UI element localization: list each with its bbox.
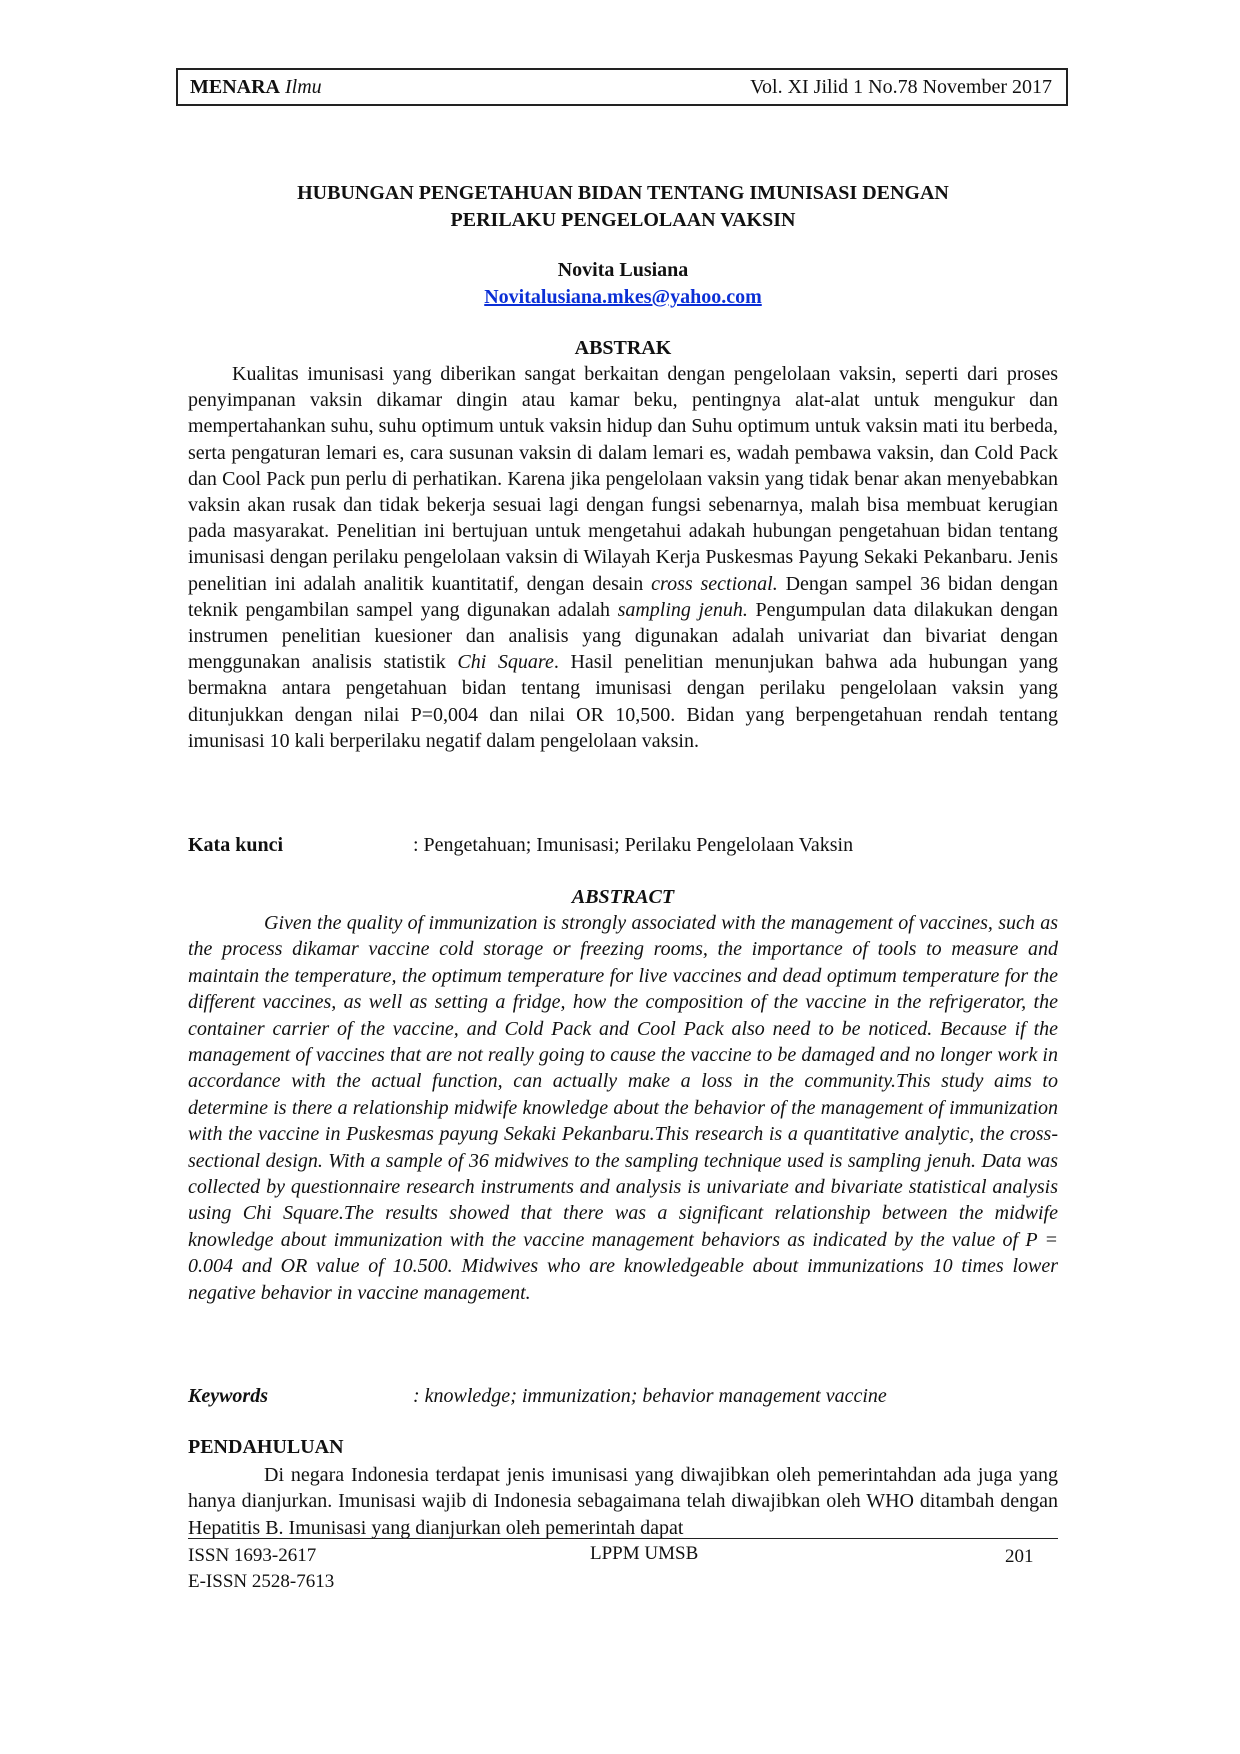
intro-paragraph: Di negara Indonesia terdapat jenis imunisasi yang diwajibkan oleh pemerintahdan ada juga yang hanya dianjurkan. Imunisasi wajib di Indonesia sebagaimana telah diwajibkan oleh WHO ditambah dengan Hepatitis B. Imunisasi yang dianjurkan oleh pemerintah dapat xyxy=(188,1464,1058,1539)
author-email-link[interactable]: Novitalusiana.mkes@yahoo.com xyxy=(484,286,762,308)
footer-publisher: LPPM UMSB xyxy=(590,1543,699,1564)
keywords-label: Keywords xyxy=(188,1385,268,1407)
abstrak-text-2: Dengan sampel 36 bidan dengan teknik pengambilan sampel yang digunakan adalah xyxy=(188,572,1059,621)
abstrak-text-3: Pengumpulan data dilakukan dengan instrumen penelitian kuesioner dan analisis yang digunakan adalah univariat dan bivariat dengan menggunakan analisis statistik xyxy=(188,598,1059,674)
abstrak-text-4: . Hasil penelitian menunjukan bahwa ada hubungan yang bermakna antara pengetahuan bidan tentang imunisasi dengan perilaku pengelolaan vaksin yang ditunjukkan dengan nilai P=0,004 dan nilai OR 10,500. Bidan yang berpengetahuan rendah tentang imunisasi 10 kali berperilaku negatif dalam pengelolaan vaksin. xyxy=(188,651,1058,752)
abstrak-italic-2: sampling jenuh. xyxy=(617,598,748,621)
author-email xyxy=(188,286,1058,309)
journal-name-bold: MENARA xyxy=(190,76,280,98)
paper-title-line2: PERILAKU PENGELOLAAN VAKSIN xyxy=(450,209,796,231)
abstrak-text-1: Kualitas imunisasi yang diberikan sangat berkaitan dengan pengelolaan vaksin, seperti dari proses penyimpanan vaksin dikamar dingin atau kamar beku, pentingnya alat-alat untuk mengukur dan mempertahankan suhu, suhu optimum untuk vaksin hidup dan Suhu optimum untuk vaksin mati itu berbeda, serta pengaturan lemari es, cara susunan vaksin di dalam lemari es, wadah pembawa vaksin, dan Cold Pack dan Cool Pack pun perlu di perhatikan. Karena jika pengelolaan vaksin yang tidak benar akan menyebabkan vaksin akan rusak dan tidak bekerja sesuai lagi dengan fungsi sebenarnya, malah bisa membuat kerugian pada masyarakat. Penelitian ini bertujuan untuk mengetahui adakah hubungan pengetahuan bidan tentang imunisasi dengan perilaku pengelolaan vaksin di Wilayah Kerja Puskesmas Payung Sekaki Pekanbaru. Jenis penelitian ini adalah analitik kuantitatif, dengan desain xyxy=(188,363,1058,595)
paper-title-line1: HUBUNGAN PENGETAHUAN BIDAN TENTANG IMUNISASI DENGAN xyxy=(297,182,949,204)
abstract-heading: ABSTRACT xyxy=(571,886,675,908)
abstrak-body xyxy=(188,361,1058,754)
footer-rule xyxy=(188,1538,1058,1539)
kata-kunci-label: Kata kunci xyxy=(188,834,284,856)
keywords-value: : knowledge; immunization; behavior management vaccine xyxy=(413,1385,887,1407)
page-number: 201 xyxy=(1005,1546,1034,1567)
paper-title xyxy=(188,180,1058,234)
volume-info: Vol. XI Jilid 1 No.78 November 2017 xyxy=(750,76,1052,98)
abstrak-italic-3: Chi Square xyxy=(457,651,554,674)
section-heading-pendahuluan: PENDAHULUAN xyxy=(188,1436,344,1458)
abstrak-heading: ABSTRAK xyxy=(574,337,672,359)
kata-kunci-value: : Pengetahuan; Imunisasi; Perilaku Pengelolaan Vaksin xyxy=(413,834,854,856)
author-name: Novita Lusiana xyxy=(557,259,689,281)
footer-issn-block xyxy=(188,1543,334,1595)
journal-name xyxy=(190,76,322,99)
footer-eissn: E-ISSN 2528-7613 xyxy=(188,1571,335,1592)
abstract-body: Given the quality of immunization is strongly associated with the management of vaccines, such as the process dikamar vaccine cold storage or freezing rooms, the importance of tools to measure and maintain the temperature, the optimum temperature for live vaccines and dead optimum temperature for the different vaccines, as well as setting a fridge, how the composition of the vaccine in the refrigerator, the container carrier of the vaccine, and Cold Pack and Cool Pack also need to be noticed. Because if the management of vaccines that are not really going to cause the vaccine to be damaged and no longer work in accordance with the actual function, can actually make a loss in the community.This study aims to determine is there a relationship midwife knowledge about the behavior of the management of immunization with the vaccine in Puskesmas payung Sekaki Pekanbaru.This research is a quantitative analytic, the cross-sectional design. With a sample of 36 midwives to the sampling technique used is sampling jenuh. Data was collected by questionnaire research instruments and analysis is univariate and bivariate statistical analysis using Chi Square.The results showed that there was a significant relationship between the midwife knowledge about immunization with the vaccine management behaviors as indicated by the value of P = 0.004 and OR value of 10.500. Midwives who are knowledgeable about immunizations 10 times lower negative behavior in vaccine management. xyxy=(188,912,1058,1304)
footer-issn: ISSN 1693-2617 xyxy=(188,1545,317,1566)
running-header xyxy=(176,68,1068,106)
journal-name-italic: Ilmu xyxy=(285,76,322,98)
abstrak-italic-1: cross sectional. xyxy=(651,572,778,595)
